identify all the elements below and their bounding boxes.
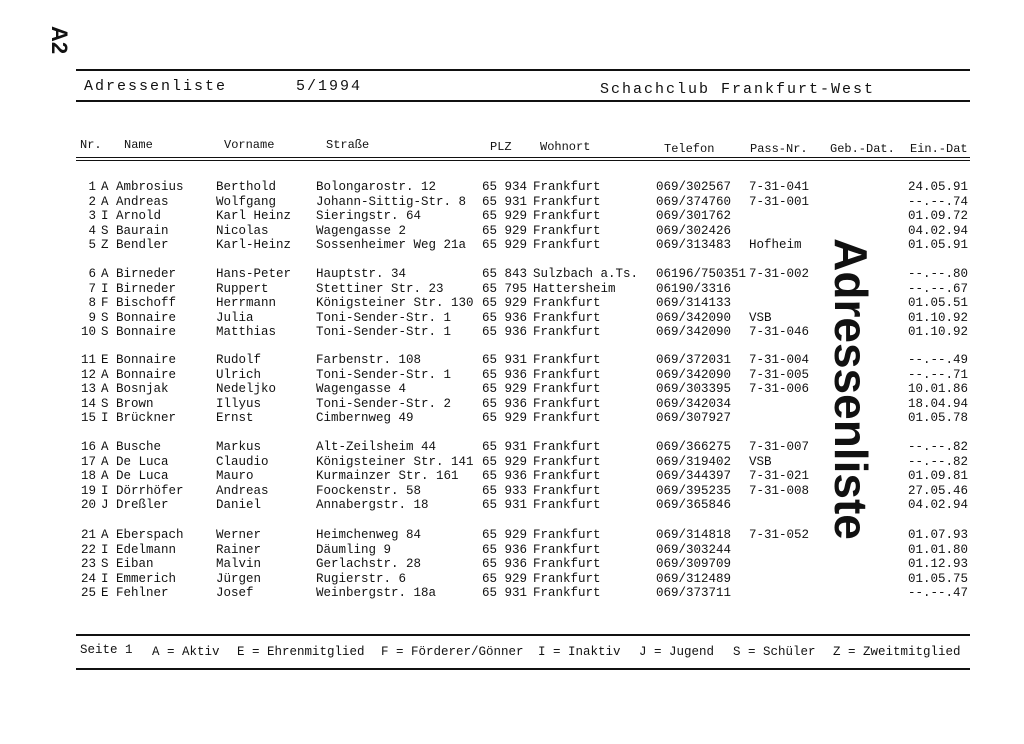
member-first-name: Claudio bbox=[216, 454, 269, 469]
member-first-name: Ulrich bbox=[216, 367, 262, 382]
member-join-date: 04.02.94 bbox=[908, 498, 969, 512]
side-label: Adressenliste bbox=[825, 238, 877, 540]
member-pass-number: 7-31-046 bbox=[749, 325, 810, 339]
member-status: I bbox=[101, 209, 109, 223]
member-status: A bbox=[101, 367, 109, 382]
member-first-name: Karl-Heinz bbox=[216, 238, 292, 252]
member-join-date: --.--.67 bbox=[908, 281, 969, 296]
member-city: Frankfurt bbox=[533, 528, 601, 542]
member-name: Bischoff bbox=[116, 296, 177, 310]
member-name: Dreßler bbox=[116, 498, 169, 512]
member-street: Königsteiner Str. 141 bbox=[316, 454, 474, 469]
member-first-name: Ernst bbox=[216, 411, 254, 425]
member-number: 11 bbox=[80, 353, 96, 367]
member-phone: 069/395235 bbox=[656, 483, 732, 498]
member-status: S bbox=[101, 310, 109, 325]
member-number: 20 bbox=[80, 498, 96, 512]
document-title: Adressenliste bbox=[84, 78, 228, 95]
member-number: 15 bbox=[80, 411, 96, 425]
member-phone: 069/314818 bbox=[656, 528, 732, 542]
member-join-date: 01.10.92 bbox=[908, 325, 969, 339]
member-join-date: 10.01.86 bbox=[908, 382, 969, 396]
member-street: Farbenstr. 108 bbox=[316, 353, 422, 367]
legend-zweitmitglied: Z = Zweitmitglied bbox=[833, 645, 961, 659]
member-street: Bolongarostr. 12 bbox=[316, 180, 437, 194]
member-zip: 65 936 bbox=[482, 367, 528, 382]
member-city: Frankfurt bbox=[533, 367, 601, 382]
member-number: 17 bbox=[80, 454, 96, 469]
member-pass-number: 7-31-041 bbox=[749, 180, 810, 194]
member-pass-number: 7-31-021 bbox=[749, 469, 810, 483]
member-phone: 069/319402 bbox=[656, 454, 732, 469]
member-street: Alt-Zeilsheim 44 bbox=[316, 440, 437, 454]
member-city: Frankfurt bbox=[533, 586, 601, 600]
member-pass-number: 7-31-001 bbox=[749, 194, 810, 209]
member-city: Hattersheim bbox=[533, 281, 616, 296]
member-join-date: 18.04.94 bbox=[908, 396, 969, 411]
member-pass-number: 7-31-052 bbox=[749, 528, 810, 542]
member-first-name: Werner bbox=[216, 528, 262, 542]
member-city: Frankfurt bbox=[533, 382, 601, 396]
member-city: Frankfurt bbox=[533, 440, 601, 454]
member-phone: 06196/750351 bbox=[656, 267, 747, 281]
member-number: 9 bbox=[88, 310, 96, 325]
member-number: 6 bbox=[88, 267, 96, 281]
member-join-date: 01.12.93 bbox=[908, 557, 969, 571]
member-join-date: --.--.49 bbox=[908, 353, 969, 367]
footer-rule-top bbox=[76, 634, 970, 636]
member-number: 3 bbox=[88, 209, 96, 223]
member-phone: 069/309709 bbox=[656, 557, 732, 571]
member-street: Cimbernweg 49 bbox=[316, 411, 414, 425]
member-phone: 069/303244 bbox=[656, 542, 732, 557]
member-name: Bosnjak bbox=[116, 382, 169, 396]
legend-schueler: S = Schüler bbox=[733, 645, 816, 659]
member-join-date: 01.07.93 bbox=[908, 528, 969, 542]
member-join-date: 24.05.91 bbox=[908, 180, 969, 194]
member-zip: 65 929 bbox=[482, 296, 528, 310]
member-status: S bbox=[101, 223, 109, 238]
member-phone: 069/342090 bbox=[656, 325, 732, 339]
member-street: Hauptstr. 34 bbox=[316, 267, 407, 281]
member-city: Frankfurt bbox=[533, 469, 601, 483]
member-join-date: 01.05.75 bbox=[908, 571, 969, 586]
member-join-date: 01.09.81 bbox=[908, 469, 969, 483]
member-phone: 06190/3316 bbox=[656, 281, 732, 296]
member-number: 19 bbox=[80, 483, 96, 498]
member-street: Annabergstr. 18 bbox=[316, 498, 429, 512]
member-status: A bbox=[101, 469, 109, 483]
member-number: 18 bbox=[80, 469, 96, 483]
member-status: I bbox=[101, 571, 109, 586]
member-phone: 069/374760 bbox=[656, 194, 732, 209]
member-street: Foockenstr. 58 bbox=[316, 483, 422, 498]
member-pass-number: 7-31-004 bbox=[749, 353, 810, 367]
member-zip: 65 929 bbox=[482, 209, 528, 223]
member-join-date: --.--.80 bbox=[908, 267, 969, 281]
member-city: Frankfurt bbox=[533, 454, 601, 469]
member-phone: 069/303395 bbox=[656, 382, 732, 396]
member-status: A bbox=[101, 382, 109, 396]
member-pass-number: 7-31-007 bbox=[749, 440, 810, 454]
member-number: 24 bbox=[80, 571, 96, 586]
member-name: Edelmann bbox=[116, 542, 177, 557]
member-phone: 069/313483 bbox=[656, 238, 732, 252]
member-phone: 069/365846 bbox=[656, 498, 732, 512]
member-zip: 65 936 bbox=[482, 542, 528, 557]
member-zip: 65 931 bbox=[482, 586, 528, 600]
member-status: A bbox=[101, 267, 109, 281]
member-city: Frankfurt bbox=[533, 238, 601, 252]
member-city: Frankfurt bbox=[533, 542, 601, 557]
member-status: I bbox=[101, 281, 109, 296]
member-zip: 65 929 bbox=[482, 411, 528, 425]
member-name: Arnold bbox=[116, 209, 162, 223]
member-first-name: Mauro bbox=[216, 469, 254, 483]
member-city: Frankfurt bbox=[533, 571, 601, 586]
footer-rule-bottom bbox=[76, 668, 970, 670]
legend-foerderer: F = Förderer/Gönner bbox=[381, 645, 524, 659]
member-status: E bbox=[101, 586, 109, 600]
member-street: Toni-Sender-Str. 1 bbox=[316, 310, 452, 325]
member-street: Kurmainzer Str. 161 bbox=[316, 469, 459, 483]
legend-ehrenmitglied: E = Ehrenmitglied bbox=[237, 645, 365, 659]
legend-aktiv: A = Aktiv bbox=[152, 645, 220, 659]
member-number: 16 bbox=[80, 440, 96, 454]
member-street: Toni-Sender-Str. 1 bbox=[316, 367, 452, 382]
member-join-date: --.--.71 bbox=[908, 367, 969, 382]
member-join-date: --.--.74 bbox=[908, 194, 969, 209]
member-zip: 65 929 bbox=[482, 223, 528, 238]
member-street: Däumling 9 bbox=[316, 542, 392, 557]
member-phone: 069/302567 bbox=[656, 180, 732, 194]
member-street: Wagengasse 4 bbox=[316, 382, 407, 396]
member-zip: 65 936 bbox=[482, 469, 528, 483]
member-city: Frankfurt bbox=[533, 223, 601, 238]
col-ein-dat: Ein.-Dat bbox=[910, 142, 968, 156]
member-join-date: 01.05.78 bbox=[908, 411, 969, 425]
member-first-name: Josef bbox=[216, 586, 254, 600]
member-name: Bonnaire bbox=[116, 367, 177, 382]
member-name: Birneder bbox=[116, 281, 177, 296]
member-zip: 65 936 bbox=[482, 310, 528, 325]
member-first-name: Nedeljko bbox=[216, 382, 277, 396]
member-city: Frankfurt bbox=[533, 194, 601, 209]
member-city: Sulzbach a.Ts. bbox=[533, 267, 639, 281]
member-number: 13 bbox=[80, 382, 96, 396]
member-first-name: Karl Heinz bbox=[216, 209, 292, 223]
member-city: Frankfurt bbox=[533, 498, 601, 512]
member-first-name: Wolfgang bbox=[216, 194, 277, 209]
member-first-name: Daniel bbox=[216, 498, 262, 512]
member-city: Frankfurt bbox=[533, 483, 601, 498]
member-street: Toni-Sender-Str. 2 bbox=[316, 396, 452, 411]
member-street: Heimchenweg 84 bbox=[316, 528, 422, 542]
member-pass-number: VSB bbox=[749, 454, 772, 469]
member-name: Bonnaire bbox=[116, 325, 177, 339]
member-first-name: Julia bbox=[216, 310, 254, 325]
member-city: Frankfurt bbox=[533, 396, 601, 411]
member-status: A bbox=[101, 528, 109, 542]
member-join-date: 27.05.46 bbox=[908, 483, 969, 498]
member-status: S bbox=[101, 396, 109, 411]
member-zip: 65 936 bbox=[482, 325, 528, 339]
member-zip: 65 931 bbox=[482, 194, 528, 209]
member-number: 8 bbox=[88, 296, 96, 310]
member-first-name: Illyus bbox=[216, 396, 262, 411]
member-zip: 65 929 bbox=[482, 238, 528, 252]
member-phone: 069/301762 bbox=[656, 209, 732, 223]
member-zip: 65 931 bbox=[482, 498, 528, 512]
col-wohnort: Wohnort bbox=[540, 140, 591, 154]
member-first-name: Nicolas bbox=[216, 223, 269, 238]
page-number: Seite 1 bbox=[80, 643, 133, 657]
member-name: Eberspach bbox=[116, 528, 184, 542]
member-city: Frankfurt bbox=[533, 296, 601, 310]
member-join-date: 01.09.72 bbox=[908, 209, 969, 223]
page-mark: A2 bbox=[47, 26, 72, 55]
member-zip: 65 936 bbox=[482, 557, 528, 571]
member-phone: 069/373711 bbox=[656, 586, 732, 600]
member-status: A bbox=[101, 440, 109, 454]
member-first-name: Matthias bbox=[216, 325, 277, 339]
member-city: Frankfurt bbox=[533, 411, 601, 425]
member-pass-number: Hofheim bbox=[749, 238, 802, 252]
member-number: 7 bbox=[88, 281, 96, 296]
member-join-date: --.--.82 bbox=[908, 440, 969, 454]
member-status: A bbox=[101, 454, 109, 469]
member-status: I bbox=[101, 411, 109, 425]
member-phone: 069/302426 bbox=[656, 223, 732, 238]
member-name: Fehlner bbox=[116, 586, 169, 600]
member-street: Weinbergstr. 18a bbox=[316, 586, 437, 600]
member-number: 25 bbox=[80, 586, 96, 600]
document-date: 5/1994 bbox=[296, 78, 363, 95]
member-status: I bbox=[101, 542, 109, 557]
member-status: I bbox=[101, 483, 109, 498]
col-name: Name bbox=[124, 138, 153, 152]
column-header-rule bbox=[76, 157, 970, 158]
member-street: Königsteiner Str. 130 bbox=[316, 296, 474, 310]
member-status: E bbox=[101, 353, 109, 367]
member-join-date: 01.05.91 bbox=[908, 238, 969, 252]
member-pass-number: 7-31-006 bbox=[749, 382, 810, 396]
member-phone: 069/342090 bbox=[656, 367, 732, 382]
member-name: Busche bbox=[116, 440, 162, 454]
member-status: S bbox=[101, 325, 109, 339]
member-name: Andreas bbox=[116, 194, 169, 209]
legend-inaktiv: I = Inaktiv bbox=[538, 645, 621, 659]
member-street: Toni-Sender-Str. 1 bbox=[316, 325, 452, 339]
member-first-name: Malvin bbox=[216, 557, 262, 571]
member-name: Bonnaire bbox=[116, 353, 177, 367]
col-telefon: Telefon bbox=[664, 142, 715, 156]
member-phone: 069/312489 bbox=[656, 571, 732, 586]
member-first-name: Rainer bbox=[216, 542, 262, 557]
member-join-date: --.--.47 bbox=[908, 586, 969, 600]
member-zip: 65 934 bbox=[482, 180, 528, 194]
member-phone: 069/314133 bbox=[656, 296, 732, 310]
member-first-name: Berthold bbox=[216, 180, 277, 194]
member-join-date: 01.01.80 bbox=[908, 542, 969, 557]
member-street: Stettiner Str. 23 bbox=[316, 281, 444, 296]
header-rule-bottom bbox=[76, 100, 970, 102]
member-street: Wagengasse 2 bbox=[316, 223, 407, 238]
member-pass-number: VSB bbox=[749, 310, 772, 325]
member-zip: 65 843 bbox=[482, 267, 528, 281]
member-name: Eiban bbox=[116, 557, 154, 571]
member-first-name: Herrmann bbox=[216, 296, 277, 310]
member-first-name: Markus bbox=[216, 440, 262, 454]
member-phone: 069/344397 bbox=[656, 469, 732, 483]
member-phone: 069/307927 bbox=[656, 411, 732, 425]
col-nr: Nr. bbox=[80, 138, 102, 152]
member-number: 10 bbox=[80, 325, 96, 339]
member-street: Sossenheimer Weg 21a bbox=[316, 238, 467, 252]
member-number: 5 bbox=[88, 238, 96, 252]
member-city: Frankfurt bbox=[533, 353, 601, 367]
member-number: 2 bbox=[88, 194, 96, 209]
member-join-date: 01.05.51 bbox=[908, 296, 969, 310]
member-street: Johann-Sittig-Str. 8 bbox=[316, 194, 467, 209]
member-name: Brückner bbox=[116, 411, 177, 425]
col-pass-nr: Pass-Nr. bbox=[750, 142, 808, 156]
member-first-name: Hans-Peter bbox=[216, 267, 292, 281]
member-name: Bonnaire bbox=[116, 310, 177, 325]
member-status: Z bbox=[101, 238, 109, 252]
col-vorname: Vorname bbox=[224, 138, 275, 152]
member-first-name: Ruppert bbox=[216, 281, 269, 296]
member-city: Frankfurt bbox=[533, 310, 601, 325]
member-name: De Luca bbox=[116, 469, 169, 483]
member-phone: 069/342034 bbox=[656, 396, 732, 411]
member-name: Birneder bbox=[116, 267, 177, 281]
member-first-name: Jürgen bbox=[216, 571, 262, 586]
member-number: 14 bbox=[80, 396, 96, 411]
member-zip: 65 929 bbox=[482, 528, 528, 542]
member-name: De Luca bbox=[116, 454, 169, 469]
col-plz: PLZ bbox=[490, 140, 512, 154]
member-first-name: Rudolf bbox=[216, 353, 262, 367]
member-city: Frankfurt bbox=[533, 209, 601, 223]
member-name: Brown bbox=[116, 396, 154, 411]
member-zip: 65 933 bbox=[482, 483, 528, 498]
member-zip: 65 929 bbox=[482, 571, 528, 586]
club-name: Schachclub Frankfurt-West bbox=[600, 81, 876, 98]
member-street: Gerlachstr. 28 bbox=[316, 557, 422, 571]
member-phone: 069/372031 bbox=[656, 353, 732, 367]
member-name: Bendler bbox=[116, 238, 169, 252]
member-join-date: 01.10.92 bbox=[908, 310, 969, 325]
member-zip: 65 795 bbox=[482, 281, 528, 296]
header-rule-top bbox=[76, 69, 970, 71]
member-pass-number: 7-31-005 bbox=[749, 367, 810, 382]
member-city: Frankfurt bbox=[533, 180, 601, 194]
member-status: F bbox=[101, 296, 109, 310]
member-status: J bbox=[101, 498, 109, 512]
column-header-rule-2 bbox=[76, 160, 970, 161]
member-number: 22 bbox=[80, 542, 96, 557]
member-number: 12 bbox=[80, 367, 96, 382]
member-zip: 65 931 bbox=[482, 353, 528, 367]
member-status: A bbox=[101, 194, 109, 209]
member-pass-number: 7-31-008 bbox=[749, 483, 810, 498]
col-strasse: Straße bbox=[326, 138, 370, 152]
member-city: Frankfurt bbox=[533, 557, 601, 571]
member-number: 4 bbox=[88, 223, 96, 238]
member-zip: 65 936 bbox=[482, 396, 528, 411]
member-phone: 069/366275 bbox=[656, 440, 732, 454]
member-city: Frankfurt bbox=[533, 325, 601, 339]
member-status: A bbox=[101, 180, 109, 194]
member-status: S bbox=[101, 557, 109, 571]
col-geb-dat: Geb.-Dat. bbox=[830, 142, 895, 156]
member-zip: 65 931 bbox=[482, 440, 528, 454]
member-name: Dörrhöfer bbox=[116, 483, 184, 498]
member-join-date: 04.02.94 bbox=[908, 223, 969, 238]
member-zip: 65 929 bbox=[482, 454, 528, 469]
member-pass-number: 7-31-002 bbox=[749, 267, 810, 281]
member-phone: 069/342090 bbox=[656, 310, 732, 325]
member-first-name: Andreas bbox=[216, 483, 269, 498]
legend-jugend: J = Jugend bbox=[639, 645, 715, 659]
member-street: Sieringstr. 64 bbox=[316, 209, 422, 223]
member-street: Rugierstr. 6 bbox=[316, 571, 407, 586]
member-name: Ambrosius bbox=[116, 180, 184, 194]
member-join-date: --.--.82 bbox=[908, 454, 969, 469]
member-number: 23 bbox=[80, 557, 96, 571]
member-zip: 65 929 bbox=[482, 382, 528, 396]
member-name: Emmerich bbox=[116, 571, 177, 586]
member-number: 21 bbox=[80, 528, 96, 542]
member-number: 1 bbox=[88, 180, 96, 194]
member-name: Baurain bbox=[116, 223, 169, 238]
